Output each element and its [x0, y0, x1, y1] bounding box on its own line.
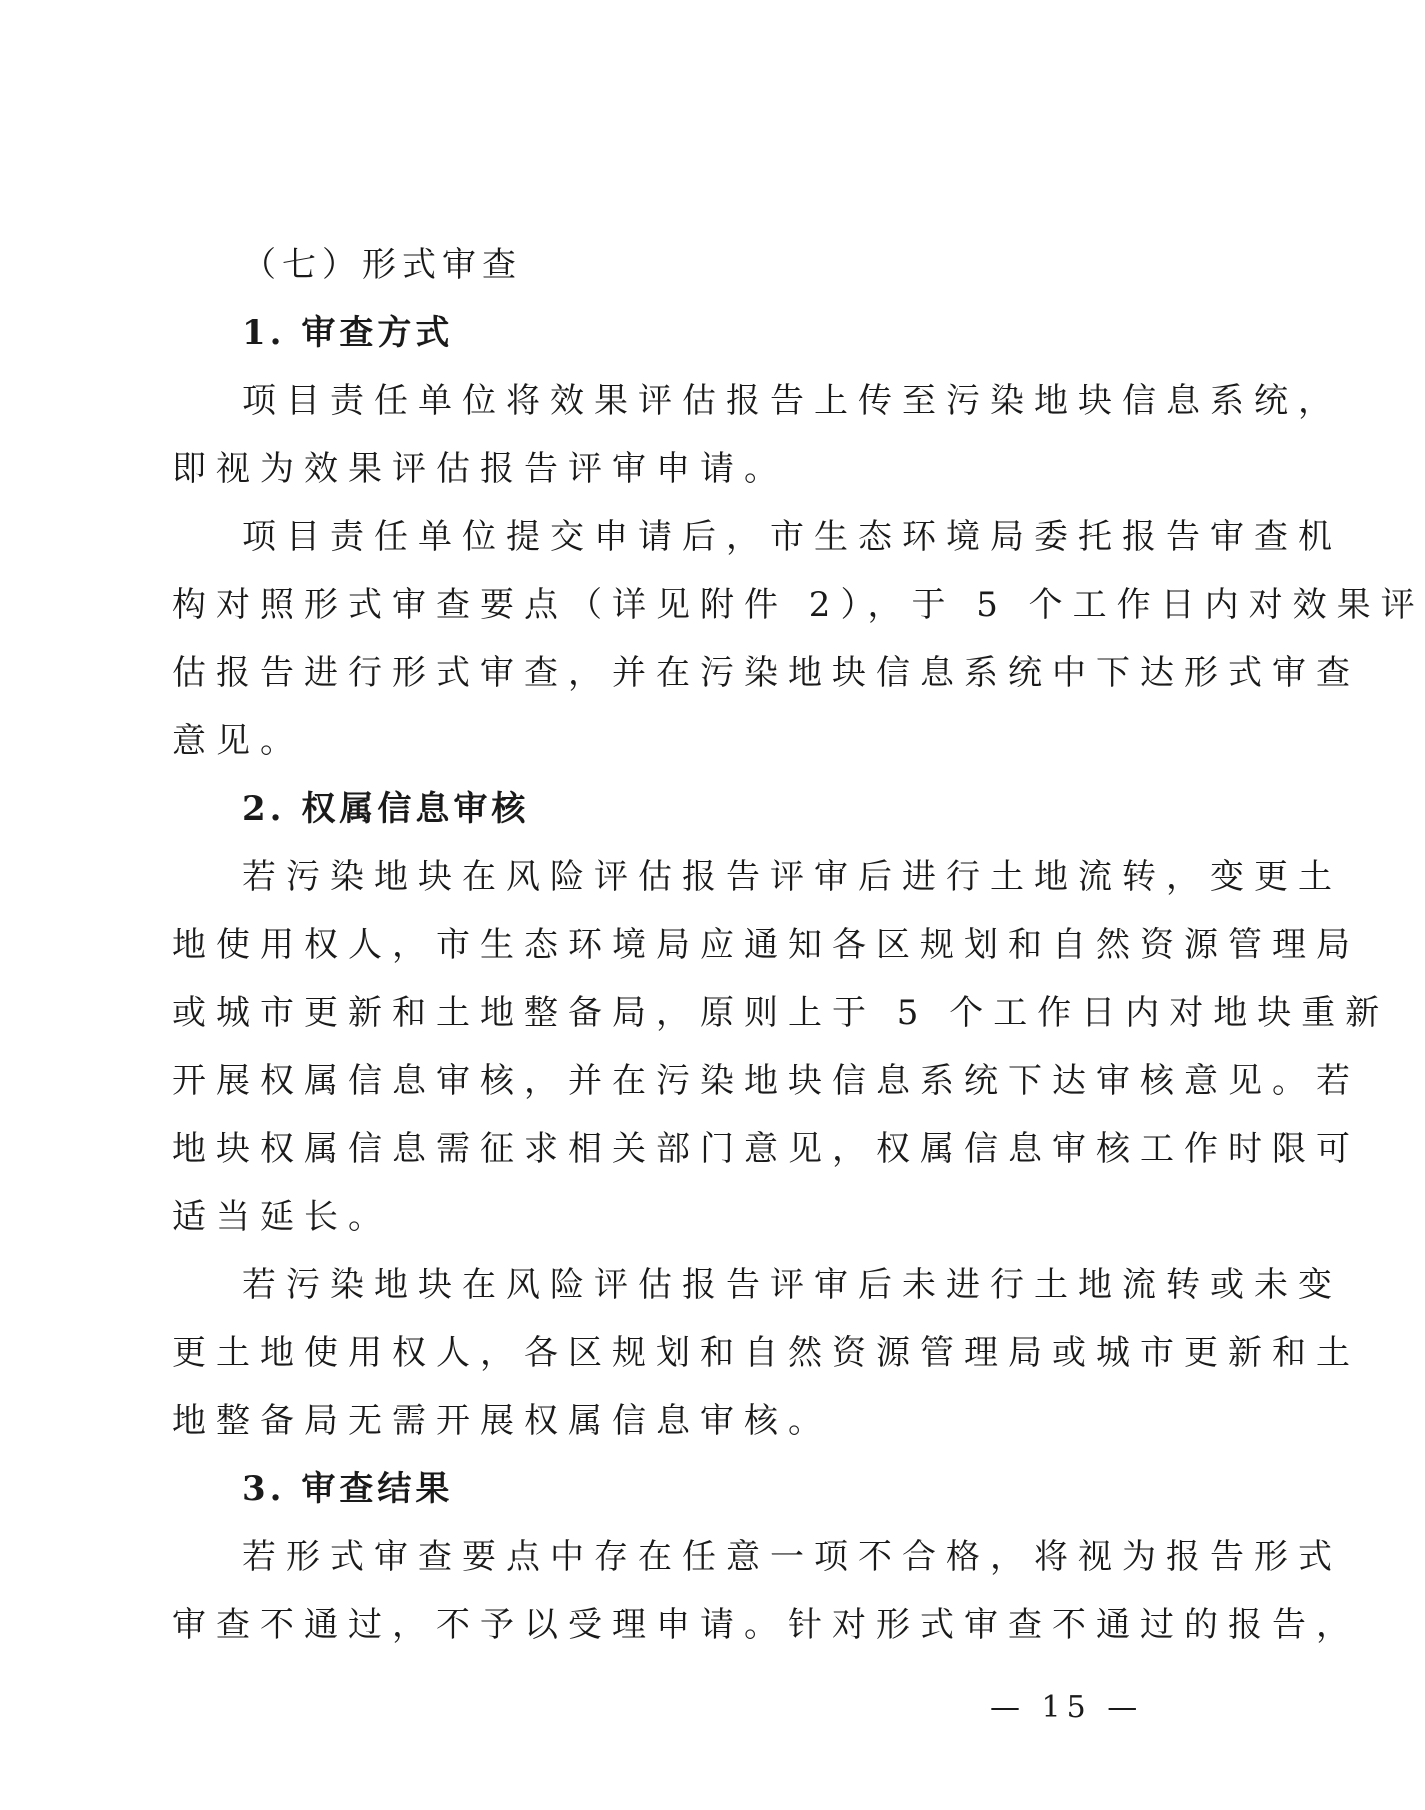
- paragraph-line: 意见。: [172, 721, 304, 761]
- paragraph-line: 估报告进行形式审查，并在污染地块信息系统中下达形式审查: [172, 653, 1360, 693]
- paragraph-line: 若污染地块在风险评估报告评审后进行土地流转，变更土: [242, 857, 1342, 897]
- heading-review-method: 1. 审查方式: [242, 313, 454, 353]
- page-number: — 15 —: [990, 1690, 1144, 1725]
- paragraph-line: 若污染地块在风险评估报告评审后未进行土地流转或未变: [242, 1265, 1342, 1305]
- paragraph-line: 开展权属信息审核，并在污染地块信息系统下达审核意见。若: [172, 1061, 1360, 1101]
- paragraph-line: 若形式审查要点中存在任意一项不合格，将视为报告形式: [242, 1537, 1342, 1577]
- paragraph-line: 地块权属信息需征求相关部门意见，权属信息审核工作时限可: [172, 1129, 1360, 1169]
- paragraph-line: 即视为效果评估报告评审申请。: [172, 449, 788, 489]
- paragraph-line: 审查不通过，不予以受理申请。针对形式审查不通过的报告，: [172, 1605, 1360, 1645]
- paragraph-line: 项目责任单位提交申请后，市生态环境局委托报告审查机: [242, 517, 1342, 557]
- paragraph-line: 更土地使用权人，各区规划和自然资源管理局或城市更新和土: [172, 1333, 1360, 1373]
- paragraph-line: 地整备局无需开展权属信息审核。: [172, 1401, 832, 1441]
- paragraph-line: 地使用权人，市生态环境局应通知各区规划和自然资源管理局: [172, 925, 1360, 965]
- paragraph-line: 或城市更新和土地整备局，原则上于 5 个工作日内对地块重新: [172, 993, 1390, 1033]
- paragraph-line: 项目责任单位将效果评估报告上传至污染地块信息系统，: [242, 381, 1342, 421]
- heading-review-result: 3. 审查结果: [242, 1469, 454, 1509]
- heading-ownership-review: 2. 权属信息审核: [242, 789, 530, 829]
- paragraph-line: 构对照形式审查要点（详见附件 2），于 5 个工作日内对效果评: [172, 585, 1425, 625]
- paragraph-line: 适当延长。: [172, 1197, 392, 1237]
- section-title: （七）形式审查: [242, 245, 522, 285]
